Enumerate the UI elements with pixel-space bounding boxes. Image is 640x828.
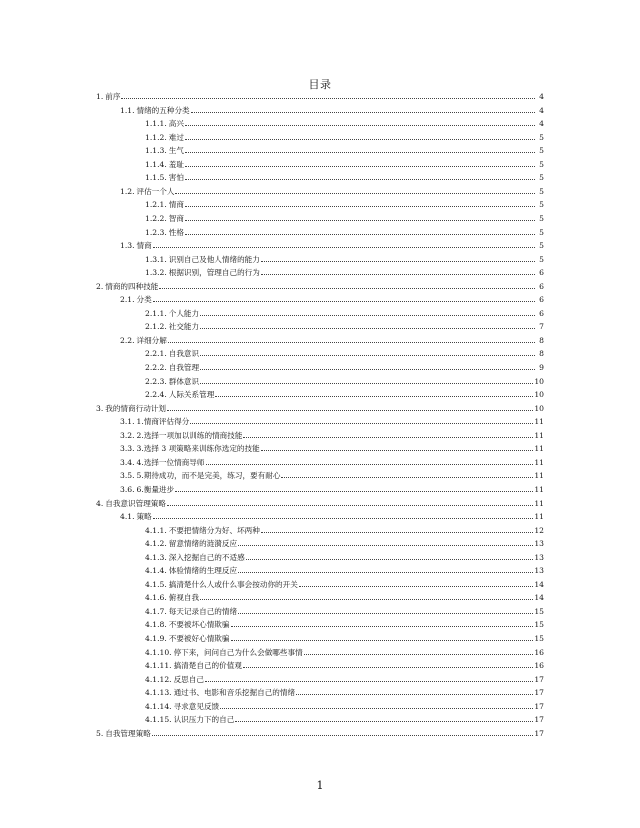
page-title: 目录	[308, 78, 332, 91]
toc-entry[interactable]	[0, 254, 640, 268]
toc-number: 1.2.1.	[145, 200, 167, 210]
toc-title: 搞清楚自己的价值观	[173, 661, 242, 671]
toc-leader-dots	[153, 518, 534, 519]
toc-entry[interactable]	[0, 132, 640, 146]
toc-title: 社交能力	[168, 322, 200, 332]
toc-title: 搞清楚什么人或什么事会按动你的开关	[168, 579, 298, 589]
toc-row[interactable]	[145, 674, 544, 685]
toc-number: 4.1.8.	[145, 620, 167, 630]
toc-number: 1.1.3.	[145, 146, 167, 156]
toc-leader-dots	[185, 206, 535, 207]
toc-row[interactable]	[145, 132, 544, 143]
toc-page-number: 5	[539, 132, 544, 142]
toc-page-number: 17	[534, 715, 544, 725]
toc-row[interactable]	[120, 294, 544, 305]
toc-page-number: 13	[534, 552, 544, 562]
toc-page-number: 16	[534, 647, 544, 657]
toc-title: 性格	[168, 227, 184, 237]
toc-entry[interactable]	[0, 348, 640, 362]
toc-row[interactable]	[145, 538, 544, 549]
toc-entry[interactable]	[0, 118, 640, 132]
toc-title: 寻求意见反馈	[173, 701, 220, 711]
toc-row[interactable]	[145, 389, 544, 400]
toc-title: 反思自己	[173, 674, 204, 684]
toc-title: 群体意识	[168, 376, 200, 386]
toc-number: 2.2.	[120, 335, 135, 345]
toc-number: 4.1.3.	[145, 552, 167, 562]
toc-page-number: 11	[534, 430, 544, 440]
toc-entry[interactable]	[0, 525, 640, 539]
toc-number: 4.1.1.	[145, 525, 167, 535]
toc-entry[interactable]	[0, 267, 640, 281]
toc-leader-dots	[121, 98, 535, 99]
toc-entry[interactable]	[0, 281, 640, 295]
toc-entry[interactable]	[0, 240, 640, 254]
toc-entry[interactable]	[0, 227, 640, 241]
toc-row[interactable]	[120, 484, 544, 495]
toc-page-number: 17	[534, 728, 544, 738]
toc-entry[interactable]	[0, 403, 640, 417]
toc-row[interactable]	[145, 579, 544, 590]
toc-page-number: 8	[539, 349, 544, 359]
toc-row[interactable]	[145, 660, 544, 671]
toc-entry[interactable]	[0, 443, 640, 457]
toc-number: 2.2.4.	[145, 390, 167, 400]
toc-number: 1.3.2.	[145, 268, 167, 278]
toc-entry[interactable]	[0, 335, 640, 349]
toc-row[interactable]	[145, 308, 544, 319]
toc-title: 自我管理	[168, 363, 200, 372]
toc-row[interactable]	[120, 511, 544, 522]
toc-number: 4.1.12.	[145, 674, 172, 684]
toc-entry[interactable]	[0, 321, 640, 335]
toc-title: 难过	[168, 132, 184, 142]
toc-title: 体验情绪的生理反应	[168, 566, 238, 576]
toc-title: 生气	[168, 146, 184, 156]
toc-leader-dots	[153, 301, 535, 302]
toc-number: 3.3.	[120, 444, 135, 454]
toc-row[interactable]	[145, 321, 544, 332]
toc-number: 1.3.1.	[145, 254, 167, 264]
toc-number: 4.1.2.	[145, 539, 167, 549]
toc-page-number: 11	[534, 484, 544, 494]
toc-row[interactable]	[145, 213, 544, 224]
toc-leader-dots	[238, 613, 533, 614]
toc-row[interactable]	[145, 362, 544, 373]
toc-page-number: 12	[534, 525, 544, 535]
toc-leader-dots	[185, 220, 535, 221]
toc-leader-dots	[205, 681, 533, 682]
toc-entry[interactable]	[0, 728, 640, 742]
toc-title: 留意情绪的涟漪反应	[168, 539, 238, 549]
toc-entry[interactable]	[0, 213, 640, 227]
toc-title: 个人能力	[168, 308, 200, 318]
toc-entry[interactable]	[0, 172, 640, 186]
toc-leader-dots	[185, 179, 535, 180]
toc-leader-dots	[167, 505, 533, 506]
toc-row[interactable]	[145, 376, 544, 387]
toc-title: 详细分解	[136, 335, 167, 345]
toc-page-number: 4	[539, 92, 544, 101]
toc-page-number: 11	[534, 471, 544, 481]
toc-leader-dots	[304, 654, 534, 655]
toc-entry[interactable]	[0, 592, 640, 606]
toc-number: 4.1.5.	[145, 579, 167, 589]
toc-title: 1.情商评估得分	[136, 417, 190, 427]
toc-entry[interactable]	[0, 498, 640, 512]
toc-entry[interactable]	[0, 186, 640, 200]
toc-title: 分类	[136, 295, 152, 305]
toc-leader-dots	[200, 369, 535, 370]
toc-number: 4.1.14.	[145, 701, 172, 711]
toc-title: 评估一个人	[136, 186, 175, 196]
toc-leader-dots	[200, 328, 535, 329]
toc-title: 根据识别，管理自己的行为	[168, 268, 260, 278]
toc-leader-dots	[185, 166, 535, 167]
toc-title: 认识压力下的自己	[173, 715, 235, 725]
toc-row[interactable]	[145, 687, 544, 698]
toc-row[interactable]	[145, 118, 544, 129]
toc-leader-dots	[231, 640, 534, 641]
toc-row[interactable]	[145, 267, 544, 278]
toc-page-number: 6	[539, 268, 544, 278]
toc-leader-dots	[206, 464, 534, 465]
toc-page-number: 17	[534, 674, 544, 684]
toc-leader-dots	[235, 721, 533, 722]
toc-number: 4.1.6.	[145, 593, 167, 603]
toc-number: 1.2.2.	[145, 213, 167, 223]
toc-row[interactable]	[145, 525, 544, 536]
toc-number: 1.2.	[120, 186, 135, 196]
toc-number: 3.2.	[120, 430, 135, 440]
toc-leader-dots	[191, 112, 535, 113]
toc-number: 3.5.	[120, 471, 135, 481]
toc-row[interactable]	[145, 145, 544, 156]
toc-leader-dots	[200, 383, 533, 384]
page-number: 1	[316, 779, 324, 792]
toc-number: 4.	[96, 498, 104, 508]
toc-title: 停下来，问问自己为什么会做哪些事情	[173, 647, 303, 657]
toc-page-number: 17	[534, 688, 544, 698]
toc-entry[interactable]	[0, 606, 640, 620]
toc-page-number: 5	[539, 186, 544, 196]
toc-title: 情商的四种技能	[105, 281, 159, 291]
toc-title: 不要被好心情欺骗	[168, 634, 230, 643]
toc-entry[interactable]	[0, 457, 640, 471]
toc-row[interactable]	[145, 701, 544, 712]
toc-page-number: 13	[534, 539, 544, 549]
toc-title: 不要把情绪分为好、坏两种	[168, 525, 260, 535]
toc-row[interactable]	[145, 172, 544, 183]
toc-page-number: 11	[534, 417, 544, 427]
toc-title: 我的情商行动计划	[105, 403, 166, 413]
toc-page-number: 4	[539, 105, 544, 115]
toc-page-number: 15	[534, 606, 544, 616]
toc-leader-dots	[261, 450, 534, 451]
toc-row[interactable]	[120, 240, 544, 251]
toc-number: 2.2.2.	[145, 363, 167, 372]
toc-entry[interactable]	[0, 619, 640, 633]
toc-title: 害怕	[168, 173, 184, 183]
toc-page-number: 5	[539, 159, 544, 169]
toc-title: 通过书、电影和音乐挖掘自己的情绪	[173, 688, 296, 698]
toc-entry[interactable]	[0, 647, 640, 661]
toc-leader-dots	[185, 234, 535, 235]
toc-entry[interactable]	[0, 484, 640, 498]
toc-page-number: 10	[534, 403, 544, 413]
toc-title: 智商	[168, 213, 184, 223]
toc-title: 羞耻	[168, 159, 184, 169]
toc-number: 1.1.2.	[145, 132, 167, 142]
toc-number: 5.	[96, 728, 104, 738]
toc-title: 深入挖掘自己的不适感	[168, 552, 245, 562]
toc-number: 1.1.1.	[145, 119, 167, 129]
toc-page-number: 11	[534, 457, 544, 467]
toc-title: 情商	[136, 241, 152, 251]
toc-row[interactable]	[96, 403, 544, 414]
toc-leader-dots	[152, 735, 534, 736]
toc-row[interactable]	[96, 498, 544, 509]
toc-page-number: 4	[539, 119, 544, 129]
toc-page-number: 8	[539, 335, 544, 345]
toc-entry[interactable]	[0, 362, 640, 376]
toc-row[interactable]	[96, 281, 544, 292]
toc-title: 情商	[168, 200, 184, 210]
toc-row[interactable]	[145, 199, 544, 210]
toc-number: 4.1.	[120, 512, 135, 522]
toc-leader-dots	[243, 437, 533, 438]
toc-page-number: 16	[534, 661, 544, 671]
toc-number: 3.1.	[120, 417, 135, 427]
toc-row[interactable]	[145, 348, 544, 359]
toc-page-number: 11	[534, 444, 544, 454]
toc-entry[interactable]	[0, 511, 640, 525]
toc-entry[interactable]	[0, 538, 640, 552]
toc-row[interactable]	[145, 592, 544, 603]
toc-page-number: 7	[539, 322, 544, 332]
toc-number: 4.1.10.	[145, 647, 172, 657]
toc-row[interactable]	[145, 619, 544, 630]
toc-leader-dots	[190, 423, 533, 424]
toc-row[interactable]	[120, 186, 544, 197]
toc-number: 4.1.15.	[145, 715, 172, 725]
toc-entry[interactable]	[0, 159, 640, 173]
toc-leader-dots	[215, 396, 533, 397]
toc-number: 2.1.	[120, 295, 135, 305]
toc-page-number: 11	[534, 498, 544, 508]
toc-entry[interactable]	[0, 714, 640, 728]
toc-title: 5.期待成功，而不是完美，练习，要有耐心	[136, 471, 281, 481]
toc-number: 2.1.2.	[145, 322, 167, 332]
toc-row[interactable]	[145, 633, 544, 644]
toc-entry[interactable]	[0, 145, 640, 159]
toc-title: 不要被坏心情欺骗	[168, 620, 230, 630]
toc-page-number: 5	[539, 173, 544, 183]
toc-number: 3.	[96, 403, 104, 413]
toc-title: 4.选择一位情商导师	[136, 457, 205, 467]
toc-page-number: 14	[534, 579, 544, 589]
toc-page-number: 14	[534, 593, 544, 603]
toc-number: 2.2.1.	[145, 349, 167, 359]
toc-number: 2.	[96, 281, 104, 291]
toc-title: 高兴	[168, 119, 184, 129]
toc-title: 自我管理策略	[105, 728, 151, 738]
toc-entry[interactable]	[0, 552, 640, 566]
toc-leader-dots	[185, 125, 535, 126]
toc-row[interactable]	[96, 728, 544, 739]
toc-number: 3.4.	[120, 457, 135, 467]
toc-entry[interactable]	[0, 416, 640, 430]
toc-leader-dots	[243, 667, 533, 668]
toc-number: 2.2.3.	[145, 376, 167, 386]
toc-title: 每天记录自己的情绪	[168, 606, 238, 616]
toc-entry[interactable]	[0, 430, 640, 444]
toc-entry[interactable]	[0, 105, 640, 119]
toc-leader-dots	[200, 599, 533, 600]
toc-row[interactable]	[120, 457, 544, 468]
toc-row[interactable]	[145, 714, 544, 725]
toc-page-number: 5	[539, 213, 544, 223]
toc-leader-dots	[261, 532, 533, 533]
toc-title: 6.衡量进步	[136, 484, 175, 494]
toc-title: 2.选择一项加以训练的情商技能	[136, 430, 243, 440]
toc-title: 俯视自我	[168, 593, 200, 603]
toc-page-number: 10	[534, 376, 544, 386]
toc-row[interactable]	[120, 470, 544, 481]
toc-page-number: 9	[539, 363, 544, 372]
toc-page-number: 17	[534, 701, 544, 711]
toc-number: 1.3.	[120, 241, 135, 251]
toc-number: 2.1.1.	[145, 308, 167, 318]
toc-number: 1.1.4.	[145, 159, 167, 169]
toc-leader-dots	[238, 572, 533, 573]
toc-row[interactable]	[145, 606, 544, 617]
toc-row[interactable]	[120, 335, 544, 346]
toc-title: 策略	[136, 512, 152, 522]
toc-number: 1.1.5.	[145, 173, 167, 183]
toc-leader-dots	[168, 342, 535, 343]
toc-title: 识别自己及他人情绪的能力	[168, 254, 260, 264]
toc-page-number: 6	[539, 295, 544, 305]
toc-entry[interactable]	[0, 687, 640, 701]
toc-row[interactable]	[120, 443, 544, 454]
toc-row[interactable]	[120, 416, 544, 427]
toc-leader-dots	[261, 261, 535, 262]
toc-leader-dots	[299, 586, 533, 587]
toc-page-number: 5	[539, 254, 544, 264]
toc-page-number: 15	[534, 634, 544, 643]
toc-title: 自我意识管理策略	[105, 498, 166, 508]
toc-leader-dots	[175, 491, 533, 492]
toc-leader-dots	[200, 355, 535, 356]
toc-entry[interactable]	[0, 674, 640, 688]
toc-number: 4.1.9.	[145, 634, 167, 643]
toc-row[interactable]	[145, 227, 544, 238]
toc-title: 情绪的五种分类	[136, 105, 190, 115]
toc-number: 4.1.7.	[145, 606, 167, 616]
toc-row[interactable]	[96, 91, 544, 102]
toc-leader-dots	[185, 152, 535, 153]
toc-number: 3.6.	[120, 484, 135, 494]
toc-leader-dots	[175, 193, 535, 194]
toc-leader-dots	[261, 274, 535, 275]
toc-entry[interactable]	[0, 376, 640, 390]
toc-number: 1.2.3.	[145, 227, 167, 237]
toc-leader-dots	[159, 288, 535, 289]
toc-number: 1.	[96, 92, 104, 101]
toc-leader-dots	[246, 559, 534, 560]
toc-leader-dots	[296, 694, 533, 695]
toc-entry[interactable]	[0, 633, 640, 647]
toc-entry[interactable]	[0, 579, 640, 593]
toc-number: 4.1.4.	[145, 566, 167, 576]
toc-title: 自我意识	[168, 349, 200, 359]
toc-title: 人际关系管理	[168, 390, 215, 400]
toc-number: 1.1.	[120, 105, 135, 115]
toc-page-number: 11	[534, 512, 544, 522]
toc-leader-dots	[185, 139, 535, 140]
toc-number: 4.1.11.	[145, 661, 172, 671]
toc-row[interactable]	[120, 105, 544, 116]
toc-row[interactable]	[145, 565, 544, 576]
toc-leader-dots	[167, 410, 533, 411]
toc-page-number: 5	[539, 241, 544, 251]
toc-page-number: 6	[539, 308, 544, 318]
toc-entry[interactable]	[0, 701, 640, 715]
toc-page-number: 6	[539, 281, 544, 291]
toc-entry[interactable]	[0, 470, 640, 484]
toc-row[interactable]	[145, 254, 544, 265]
toc-row[interactable]	[120, 430, 544, 441]
toc-entry[interactable]	[0, 294, 640, 308]
toc-title: 前序	[105, 92, 121, 101]
toc-leader-dots	[281, 477, 533, 478]
toc-row[interactable]	[145, 647, 544, 658]
toc-page-number: 5	[539, 227, 544, 237]
toc-leader-dots	[220, 708, 533, 709]
toc-page-number: 5	[539, 200, 544, 210]
toc-leader-dots	[200, 315, 535, 316]
toc-page-number: 13	[534, 566, 544, 576]
toc-page-number: 10	[534, 390, 544, 400]
toc-title: 3.选择 3 项策略来训练你选定的技能	[136, 444, 260, 454]
toc-leader-dots	[231, 626, 534, 627]
toc-entry[interactable]	[0, 91, 640, 105]
toc-entry[interactable]	[0, 389, 640, 403]
toc-entry[interactable]	[0, 199, 640, 213]
toc-page-number: 15	[534, 620, 544, 630]
toc-entry[interactable]	[0, 565, 640, 579]
toc-leader-dots	[153, 247, 535, 248]
toc-leader-dots	[238, 545, 533, 546]
toc-entry[interactable]	[0, 660, 640, 674]
toc-number: 4.1.13.	[145, 688, 172, 698]
toc-row[interactable]	[145, 159, 544, 170]
toc-entry[interactable]	[0, 308, 640, 322]
toc-row[interactable]	[145, 552, 544, 563]
toc-page-number: 5	[539, 146, 544, 156]
